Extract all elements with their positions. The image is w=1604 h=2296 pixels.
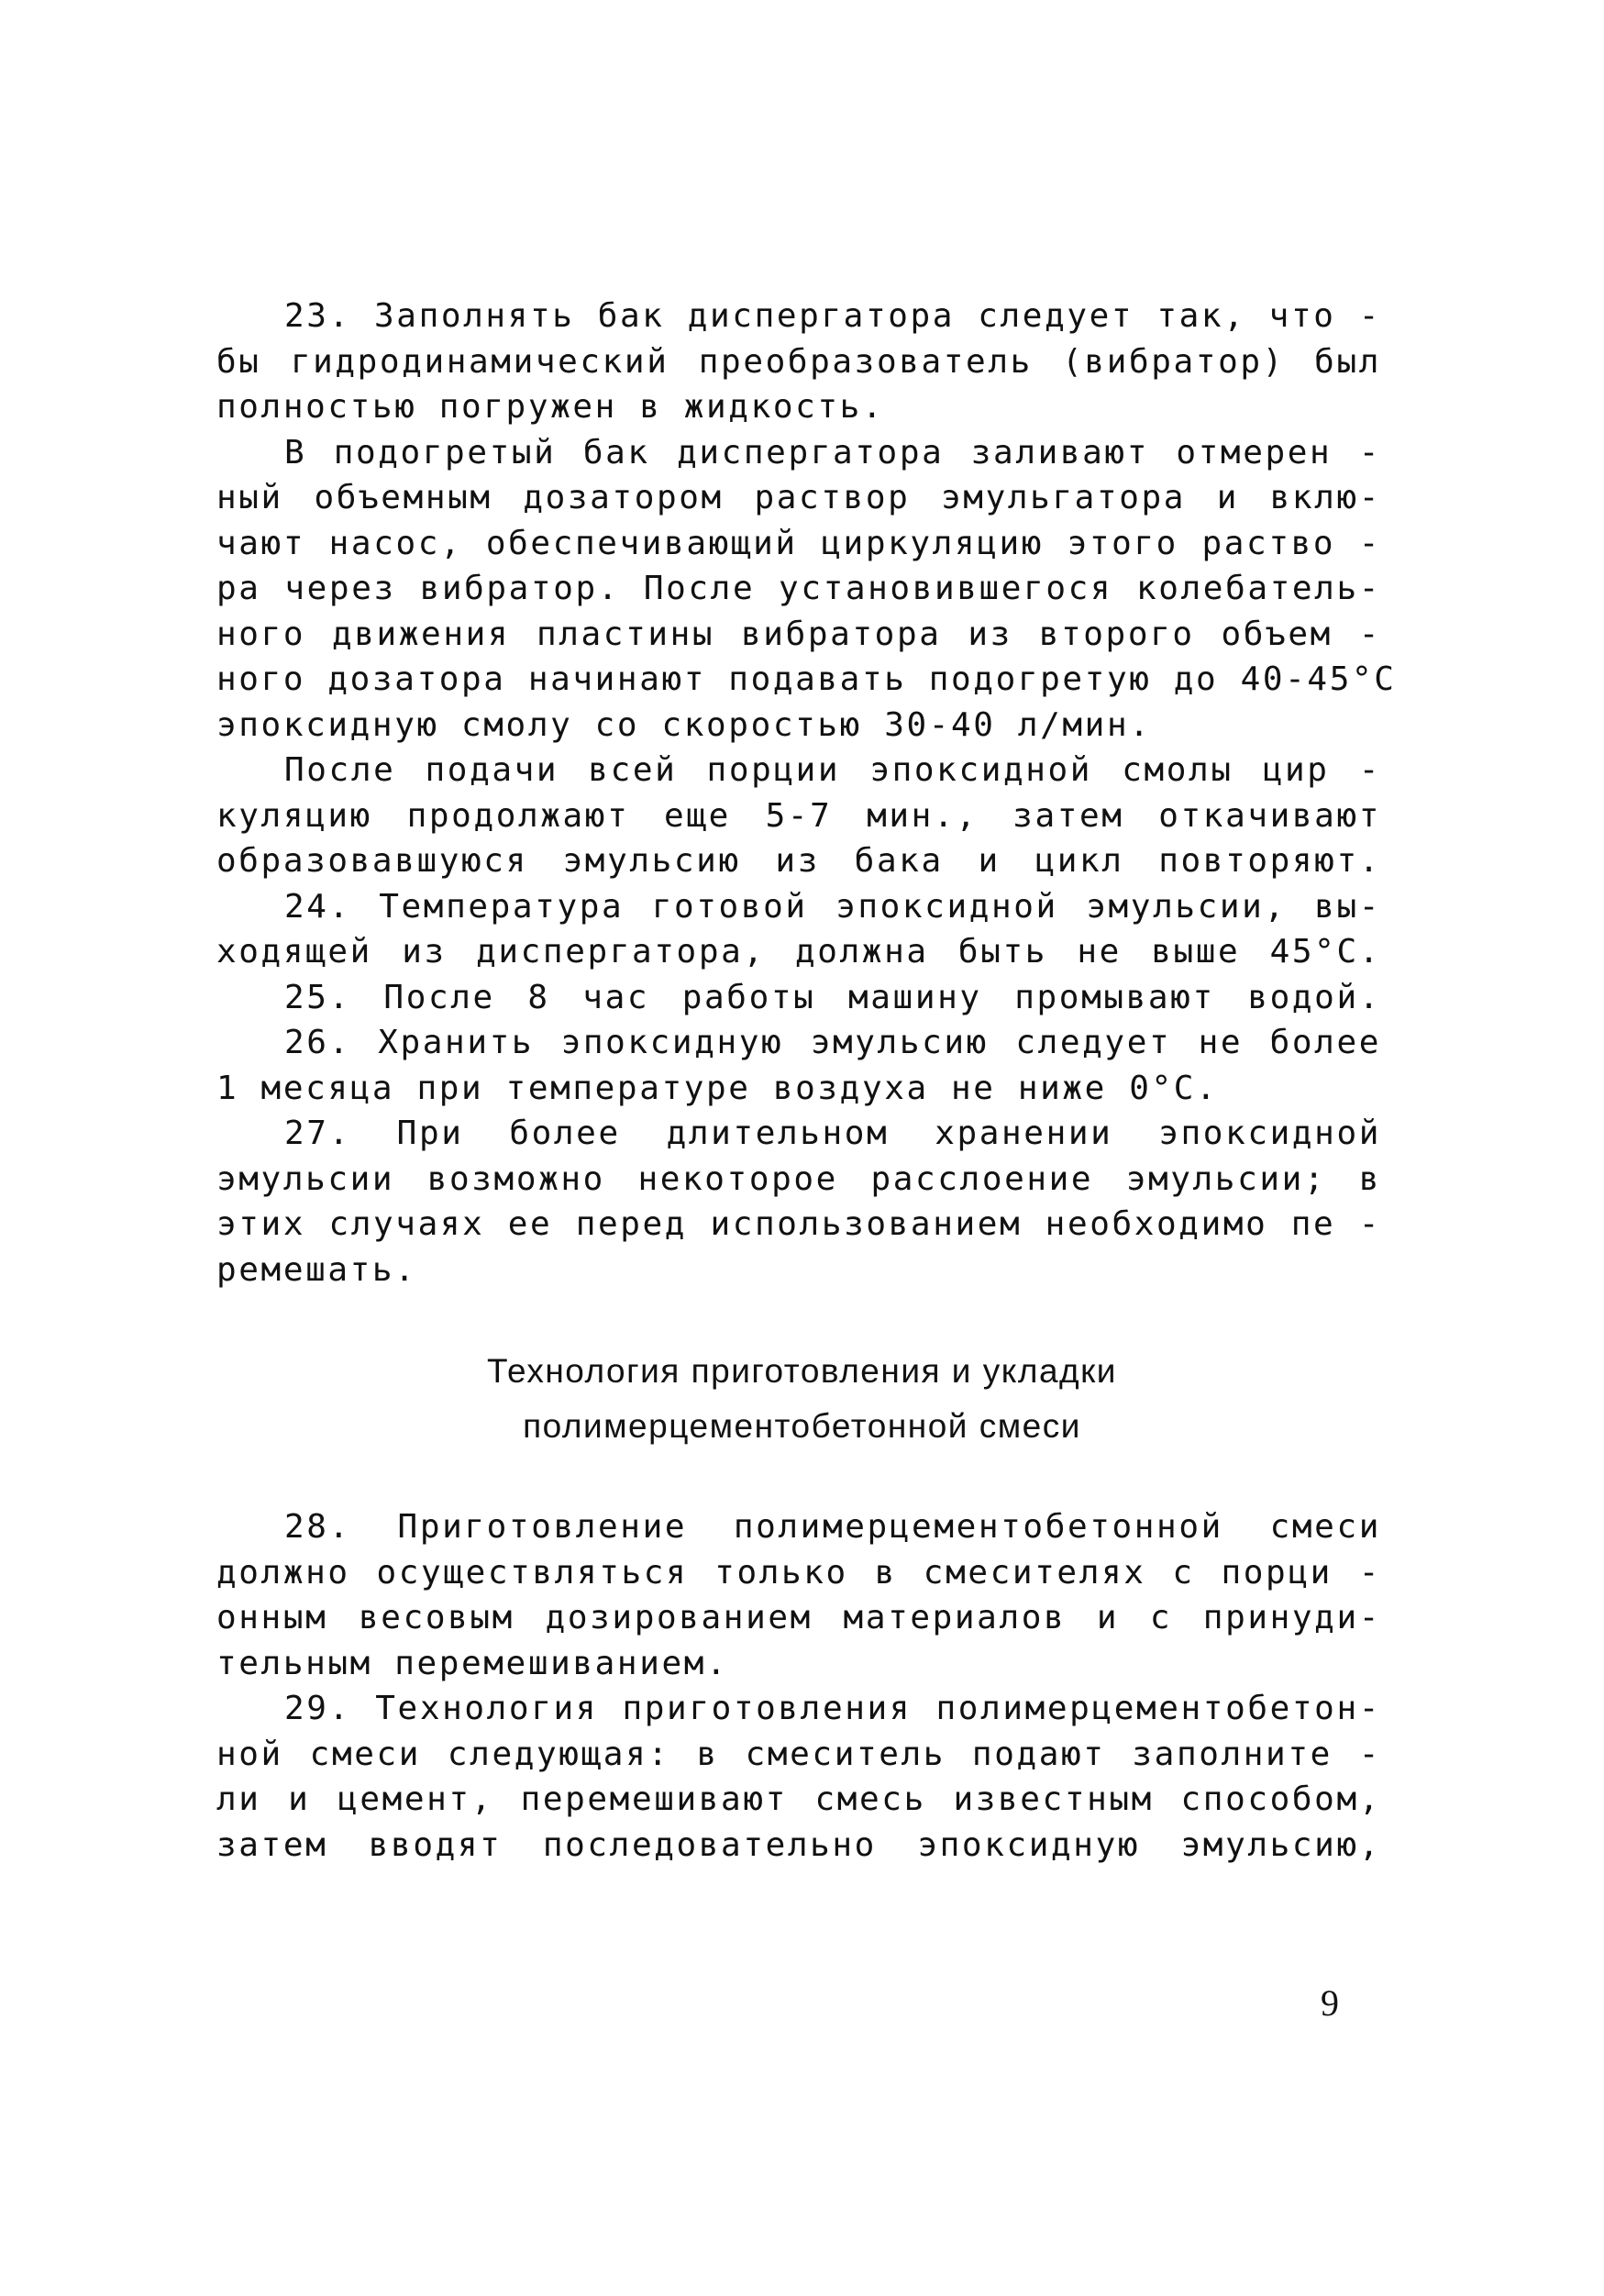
text-line: 26. Хранить эпоксидную эмульсию следует не более [284, 1024, 1381, 1061]
section-heading [0, 1344, 1604, 1454]
text-line: чают насос, обеспечивающий циркуляцию этого раство - [216, 524, 1381, 562]
heading-line-2: полимерцементобетонной смеси [523, 1407, 1081, 1445]
text-line: эмульсии возможно некоторое расслоение эмульсии; в [216, 1159, 1381, 1198]
heading-line-1: Технология приготовления и укладки [487, 1352, 1117, 1390]
text-line: В подогретый бак диспергатора заливают отмерен - [284, 433, 1381, 471]
text-line: ного дозатора начинают подавать подогретую до 40-45°С [216, 660, 1397, 698]
text-line: 25. После 8 час работы машину промывают водой. [284, 978, 1381, 1016]
text-line: ной смеси следующая: в смеситель подают заполните - [216, 1735, 1381, 1773]
text-line: 29. Технология приготовления полимерцементобетон- [284, 1690, 1381, 1727]
text-line: бы гидродинамический преобразователь (вибратор) был [216, 342, 1381, 381]
text-line: онным весовым дозированием материалов и с принуди- [216, 1599, 1381, 1636]
section-paragraphs-28-29 [216, 1504, 1381, 1868]
text-line: После подачи всей порции эпоксидной смолы цир - [284, 751, 1381, 789]
text-line: 28. Приготовление полимерцементобетонной смеси [284, 1508, 1381, 1546]
text-line: тельным перемешиванием. [216, 1644, 729, 1682]
text-line: ходящей из диспергатора, должна быть не выше 45°С. [216, 933, 1381, 971]
text-line: ра через вибратор. После установившегося колебатель- [216, 570, 1381, 607]
text-line: ного движения пластины вибратора из второго объем - [216, 615, 1381, 653]
text-line: 27. При более длительном хранении эпоксидной [284, 1115, 1381, 1152]
text-line: ный объемным дозатором раствор эмульгатора и вклю- [216, 479, 1381, 516]
text-line: этих случаях ее перед использованием необходимо пе - [216, 1205, 1381, 1243]
text-line: полностью погружен в жидкость. [216, 388, 885, 426]
page-number: 9 [1321, 1982, 1339, 2024]
text-line: эпоксидную смолу со скоростью 30-40 л/мин. [216, 705, 1152, 744]
text-line: образовавшуюся эмульсию из бака и цикл повторяют. [216, 842, 1381, 880]
text-line: ремешать. [216, 1250, 417, 1289]
section-paragraphs-23-27 [216, 294, 1397, 1292]
text-line: куляцию продолжают еще 5-7 мин., затем откачивают [216, 796, 1381, 835]
text-line: должно осуществляться только в смесителях с порци - [216, 1553, 1381, 1592]
text-line: 24. Температура готовой эпоксидной эмульсии, вы- [284, 887, 1381, 926]
text-line: 1 месяца при температуре воздуха не ниже 0°С. [216, 1069, 1219, 1107]
text-line: ли и цемент, перемешивают смесь известным способом, [216, 1780, 1381, 1818]
text-line: 23. Заполнять бак диспергатора следует так, что - [284, 297, 1381, 335]
text-line: затем вводят последовательно эпоксидную эмульсию, [216, 1825, 1381, 1864]
